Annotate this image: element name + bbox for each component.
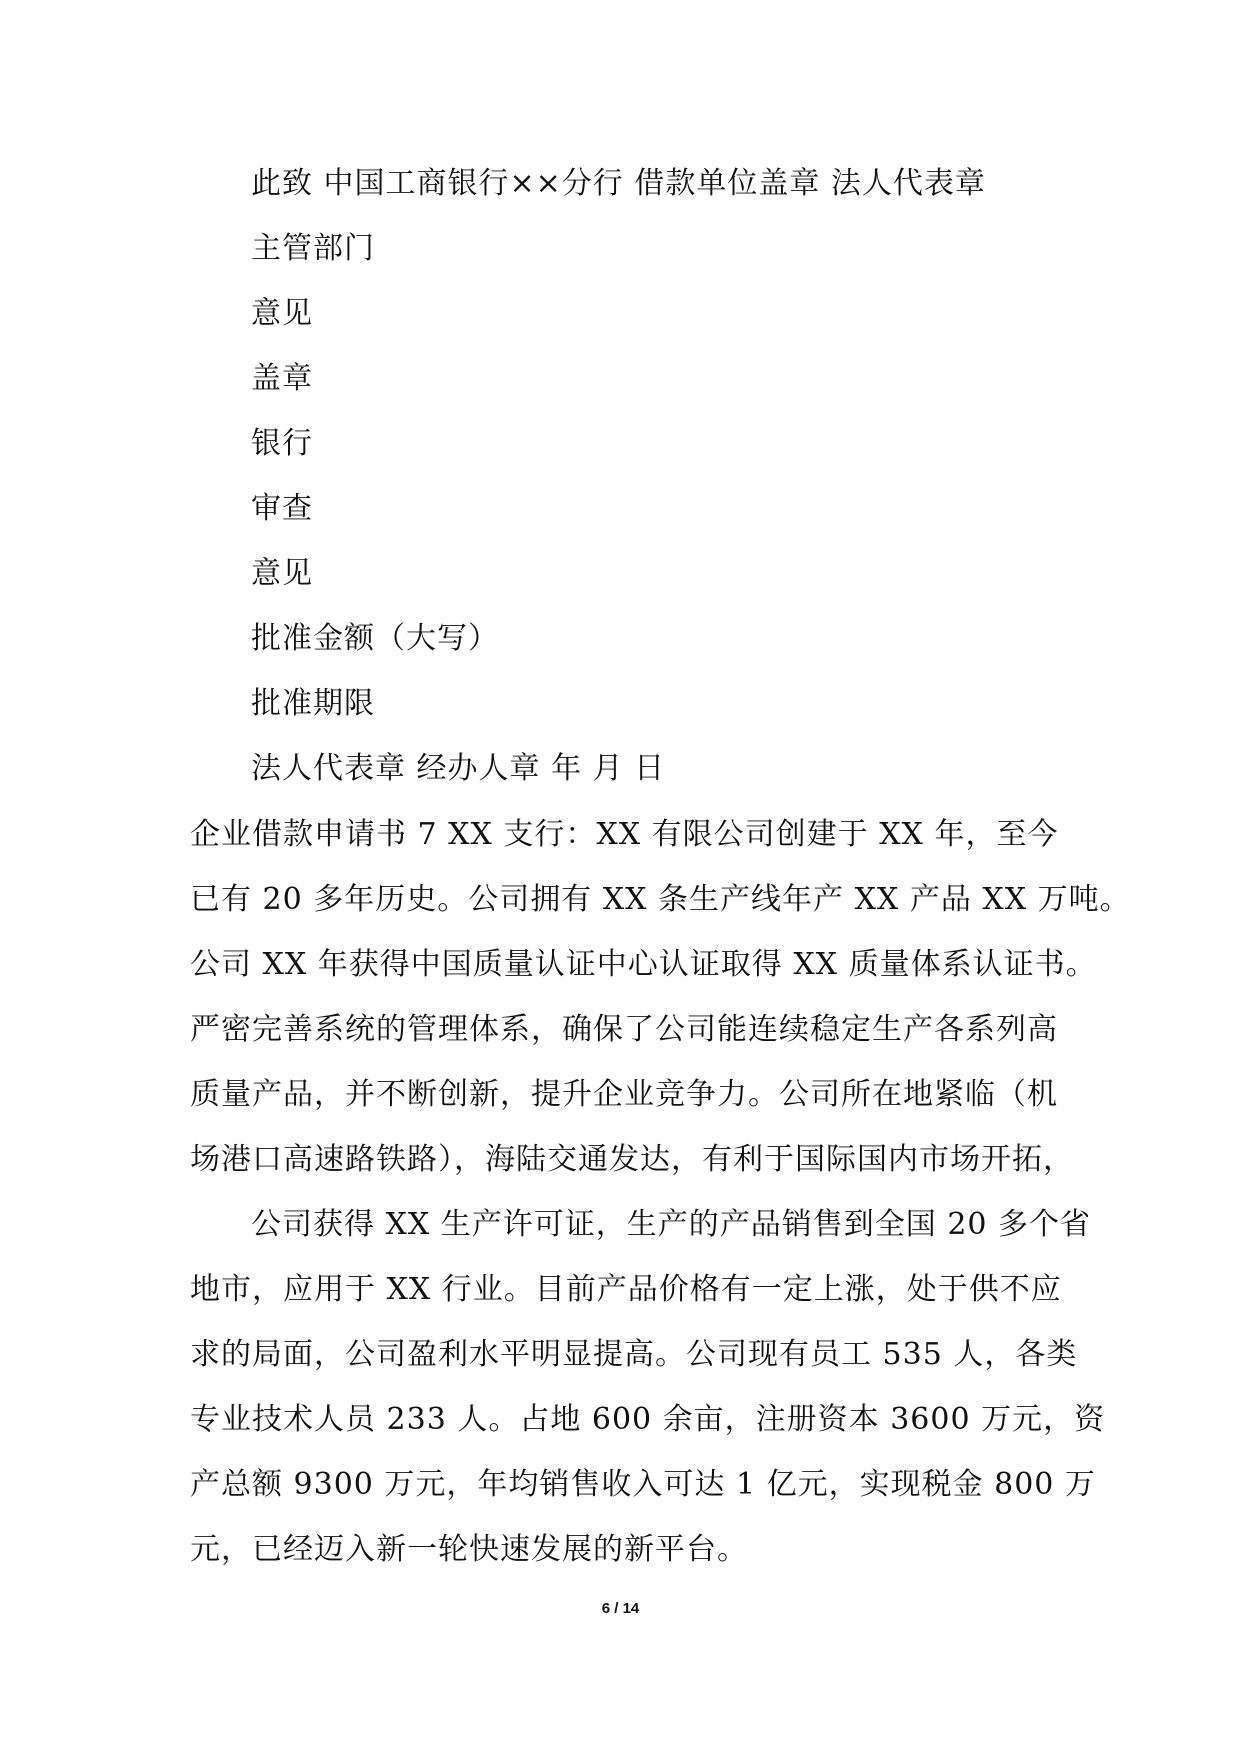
paragraph-line: 求的局面，公司盈利水平明显提高。公司现有员工 535 人，各类 bbox=[190, 1337, 1078, 1372]
approved-amount-label: 批准金额（大写） bbox=[251, 621, 499, 656]
paragraph-line: 已有 20 多年历史。公司拥有 XX 条生产线年产 XX 产品 XX 万吨。 bbox=[190, 882, 1131, 917]
paragraph-line: 专业技术人员 233 人。占地 600 余亩，注册资本 3600 万元，资 bbox=[190, 1402, 1106, 1437]
paragraph-line: 公司获得 XX 生产许可证，生产的产品销售到全国 20 多个省 bbox=[251, 1207, 1092, 1242]
approved-term-label: 批准期限 bbox=[251, 686, 375, 721]
review-label: 审查 bbox=[251, 491, 313, 526]
opinion-label: 意见 bbox=[251, 296, 313, 331]
page-number: 6 / 14 bbox=[601, 1600, 640, 1617]
signature-line: 法人代表章 经办人章 年 月 日 bbox=[251, 751, 666, 786]
paragraph-line: 质量产品，并不断创新，提升企业竞争力。公司所在地紧临（机 bbox=[190, 1077, 1058, 1112]
paragraph-line: 元，已经迈入新一轮快速发展的新平台。 bbox=[190, 1532, 748, 1567]
bank-label: 银行 bbox=[251, 426, 313, 461]
paragraph-line: 场港口高速路铁路），海陆交通发达，有利于国际国内市场开拓， bbox=[190, 1142, 1074, 1177]
paragraph-line: 公司 XX 年获得中国质量认证中心认证取得 XX 质量体系认证书。 bbox=[190, 947, 1097, 982]
department-label: 主管部门 bbox=[251, 231, 375, 266]
paragraph-line: 地市，应用于 XX 行业。目前产品价格有一定上涨，处于供不应 bbox=[190, 1272, 1062, 1307]
salutation-line: 此致 中国工商银行××分行 借款单位盖章 法人代表章 bbox=[251, 166, 986, 201]
paragraph-line: 严密完善系统的管理体系，确保了公司能连续稳定生产各系列高 bbox=[190, 1012, 1058, 1047]
stamp-label: 盖章 bbox=[251, 361, 313, 396]
opinion-label-2: 意见 bbox=[251, 556, 313, 591]
paragraph-line: 企业借款申请书 7 XX 支行：XX 有限公司创建于 XX 年，至今 bbox=[190, 817, 1059, 852]
paragraph-line: 产总额 9300 万元，年均销售收入可达 1 亿元，实现税金 800 万 bbox=[190, 1467, 1096, 1502]
